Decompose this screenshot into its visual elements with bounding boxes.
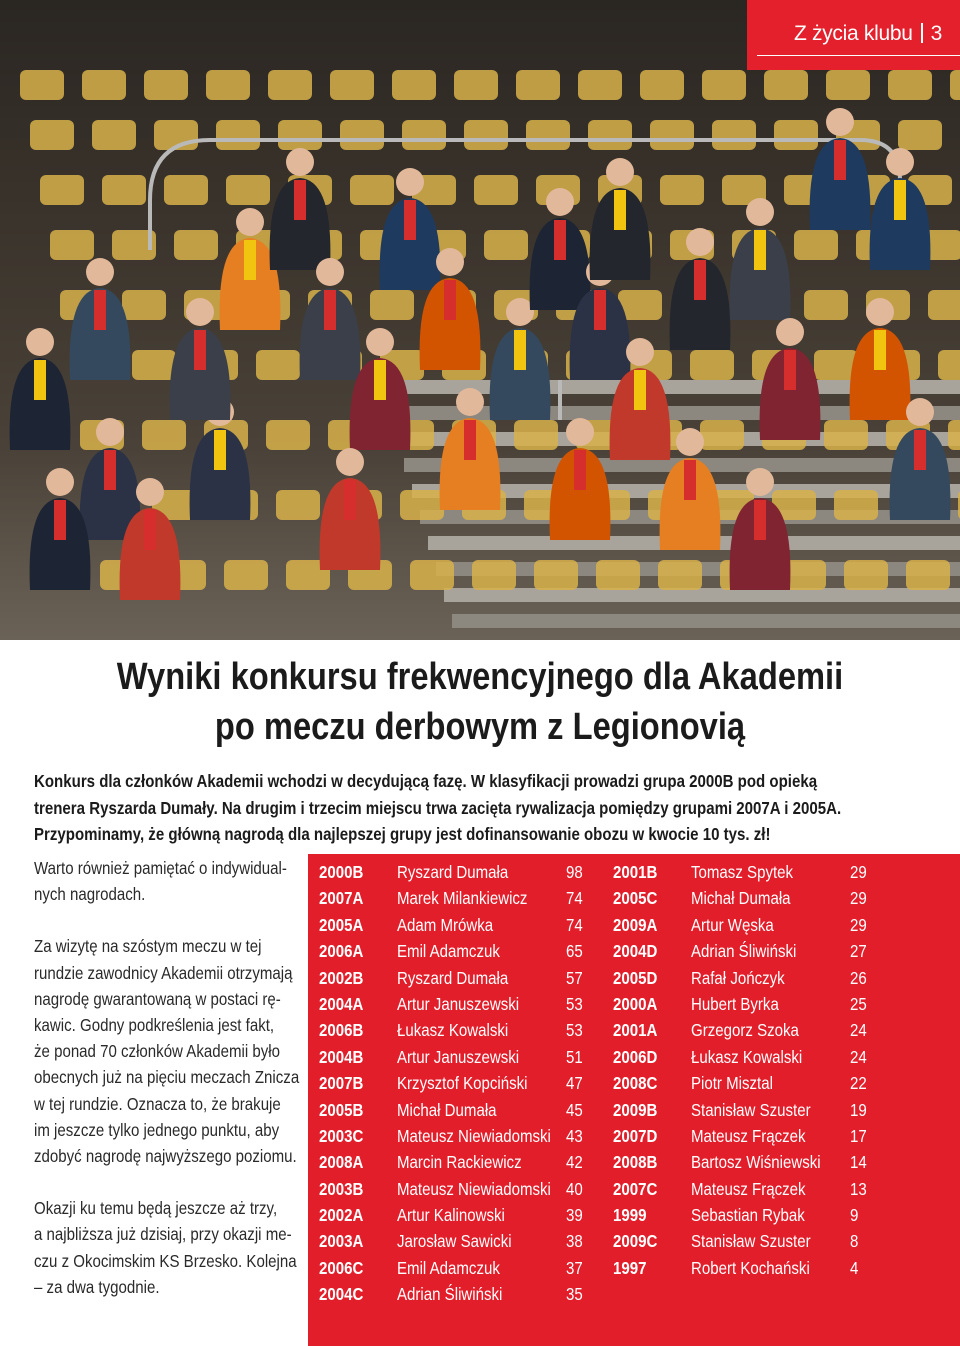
result-row (319, 1070, 599, 1096)
intro-line-3: Przypominamy, że główną nagrodą dla najlepszej grupy jest dofinansowanie obozu w kwocie 10 tys. zł! (34, 824, 771, 844)
body-line: nagrodę gwarantowaną w postaci rę- (34, 988, 281, 1009)
points-value: 53 (566, 993, 583, 1014)
title-line-2: po meczu derbowym z Legionovią (214, 706, 746, 748)
group-code: 2008B (613, 1152, 658, 1173)
coach-name: Łukasz Kowalski (691, 1046, 803, 1067)
group-code: 1999 (613, 1205, 647, 1226)
coach-name: Bartosz Wiśniewski (691, 1152, 821, 1173)
coach-name: Grzegorz Szoka (691, 1020, 799, 1041)
result-row (613, 1228, 953, 1254)
group-code: 2006B (319, 1020, 364, 1041)
group-code: 2007C (613, 1178, 658, 1199)
coach-name: Artur Węska (691, 914, 774, 935)
result-row (319, 1281, 599, 1307)
group-code: 2001A (613, 1020, 658, 1041)
group-code: 2003B (319, 1178, 364, 1199)
group-code: 2004D (613, 941, 658, 962)
group-code: 2003A (319, 1231, 364, 1252)
group-code: 2008C (613, 1073, 658, 1094)
points-value: 29 (850, 888, 867, 909)
group-code: 2004A (319, 993, 364, 1014)
points-value: 57 (566, 967, 583, 988)
coach-name: Marcin Rackiewicz (397, 1152, 522, 1173)
body-text (34, 855, 300, 1300)
group-code: 2007A (319, 888, 364, 909)
coach-name: Ryszard Dumała (397, 967, 509, 988)
points-value: 37 (566, 1257, 583, 1278)
coach-name: Adrian Śliwiński (397, 1284, 503, 1305)
coach-name: Piotr Misztal (691, 1073, 773, 1094)
points-value: 39 (566, 1205, 583, 1226)
coach-name: Sebastian Rybak (691, 1205, 805, 1226)
group-code: 2004C (319, 1284, 364, 1305)
body-line: zdobyć nagrodę najwyższego poziomu. (34, 1146, 297, 1167)
points-value: 53 (566, 1020, 583, 1041)
result-row (319, 1255, 599, 1281)
section-name: Z życia klubu (793, 22, 913, 45)
group-code: 2005D (613, 967, 658, 988)
points-value: 47 (566, 1073, 583, 1094)
crowd-illustration (0, 0, 960, 640)
result-row (613, 1149, 953, 1175)
header-rule (757, 55, 960, 56)
results-table (308, 854, 960, 1346)
intro-line-2: trenera Ryszarda Dumały. Na drugim i trzecim miejscu trwa zacięta rywalizacja pomiędzy grupami 2007A i 2005A. (34, 797, 842, 818)
body-line: nych nagrodach. (34, 884, 146, 905)
result-row (319, 1202, 599, 1228)
points-value: 8 (850, 1231, 859, 1252)
coach-name: Michał Dumała (397, 1099, 497, 1120)
group-code: 2005A (319, 914, 364, 935)
result-row (613, 1097, 953, 1123)
body-line: że ponad 70 członków Akademii było (34, 1041, 280, 1062)
result-row (319, 991, 599, 1017)
result-row (613, 1176, 953, 1202)
page-number: 3 (930, 22, 942, 45)
coach-name: Artur Kalinowski (397, 1205, 505, 1226)
result-row (319, 1149, 599, 1175)
result-row (319, 912, 599, 938)
body-line: im jeszcze tylko jednego punktu, aby (34, 1119, 280, 1140)
group-code: 2009A (613, 914, 658, 935)
coach-name: Artur Januszewski (397, 993, 520, 1014)
body-line: Warto również pamiętać o indywidual- (34, 858, 287, 878)
result-row (613, 912, 953, 938)
result-row (319, 1228, 599, 1254)
group-code: 1997 (613, 1257, 647, 1278)
coach-name: Stanisław Szuster (691, 1099, 811, 1120)
group-code: 2006D (613, 1046, 658, 1067)
result-row (613, 1202, 953, 1228)
body-line: Za wizytę na szóstym meczu w tej (34, 936, 262, 957)
points-value: 29 (850, 862, 867, 882)
coach-name: Ryszard Dumała (397, 862, 509, 882)
group-code: 2006C (319, 1257, 364, 1278)
coach-name: Marek Milankiewicz (397, 888, 528, 909)
header-label (794, 22, 942, 46)
body-line: a najbliższa już dzisiaj, przy okazji me- (34, 1224, 292, 1245)
coach-name: Robert Kochański (691, 1257, 810, 1278)
coach-name: Mateusz Niewiadomski (397, 1178, 551, 1199)
points-value: 45 (566, 1099, 583, 1120)
coach-name: Emil Adamczuk (397, 1257, 500, 1278)
group-code: 2009B (613, 1099, 658, 1120)
result-row (613, 859, 953, 885)
result-row (319, 965, 599, 991)
result-row (319, 1123, 599, 1149)
points-value: 13 (850, 1178, 867, 1199)
points-value: 74 (566, 914, 583, 935)
points-value: 24 (850, 1020, 867, 1041)
coach-name: Mateusz Frączek (691, 1178, 806, 1199)
result-row (319, 938, 599, 964)
points-value: 29 (850, 914, 867, 935)
result-row (613, 885, 953, 911)
group-code: 2003C (319, 1125, 364, 1146)
result-row (319, 859, 599, 885)
group-code: 2001B (613, 862, 658, 882)
result-row (613, 1044, 953, 1070)
section-header (747, 0, 960, 70)
points-value: 17 (850, 1125, 867, 1146)
group-code: 2005C (613, 888, 658, 909)
points-value: 43 (566, 1125, 583, 1146)
body-line: rundzie zawodnicy Akademii otrzymają (34, 962, 293, 983)
coach-name: Adrian Śliwiński (691, 941, 797, 962)
coach-name: Hubert Byrka (691, 993, 779, 1014)
group-code: 2000B (319, 862, 364, 882)
header-separator (921, 23, 923, 43)
group-code: 2007B (319, 1073, 364, 1094)
group-code: 2000A (613, 993, 658, 1014)
coach-name: Stanisław Szuster (691, 1231, 811, 1252)
results-column-right (613, 859, 953, 1281)
points-value: 4 (850, 1257, 859, 1278)
points-value: 42 (566, 1152, 583, 1173)
points-value: 38 (566, 1231, 583, 1252)
group-code: 2002B (319, 967, 364, 988)
points-value: 26 (850, 967, 867, 988)
coach-name: Mateusz Niewiadomski (397, 1125, 551, 1146)
coach-name: Mateusz Frączek (691, 1125, 806, 1146)
result-row (319, 1176, 599, 1202)
intro-paragraph (34, 768, 928, 848)
coach-name: Michał Dumała (691, 888, 791, 909)
article-title (93, 652, 867, 752)
body-line: w tej rundzie. Oznacza to, że brakuje (34, 1093, 281, 1114)
coach-name: Łukasz Kowalski (397, 1020, 509, 1041)
points-value: 65 (566, 941, 583, 962)
points-value: 24 (850, 1046, 867, 1067)
coach-name: Jarosław Sawicki (397, 1231, 512, 1252)
result-row (319, 885, 599, 911)
points-value: 74 (566, 888, 583, 909)
coach-name: Adam Mrówka (397, 914, 494, 935)
body-line: Okazji ku temu będą jeszcze aż trzy, (34, 1198, 278, 1219)
points-value: 27 (850, 941, 867, 962)
coach-name: Artur Januszewski (397, 1046, 520, 1067)
result-row (613, 1123, 953, 1149)
body-line: czu z Okocimskim KS Brzesko. Kolejna (34, 1250, 297, 1271)
group-code: 2007D (613, 1125, 658, 1146)
group-code: 2008A (319, 1152, 364, 1173)
coach-name: Rafał Jończyk (691, 967, 785, 988)
points-value: 14 (850, 1152, 867, 1173)
crowd-photo (0, 0, 960, 640)
result-row (613, 991, 953, 1017)
group-code: 2009C (613, 1231, 658, 1252)
group-code: 2005B (319, 1099, 364, 1120)
group-code: 2004B (319, 1046, 364, 1067)
points-value: 19 (850, 1099, 867, 1120)
result-row (613, 1017, 953, 1043)
body-line: kawic. Godny podkreślenia jest fakt, (34, 1015, 275, 1036)
result-row (613, 938, 953, 964)
group-code: 2006A (319, 941, 364, 962)
points-value: 9 (850, 1205, 859, 1226)
group-code: 2002A (319, 1205, 364, 1226)
result-row (319, 1017, 599, 1043)
coach-name: Tomasz Spytek (691, 862, 794, 882)
result-row (319, 1097, 599, 1123)
points-value: 22 (850, 1073, 867, 1094)
points-value: 98 (566, 862, 583, 882)
body-line: – za dwa tygodnie. (34, 1276, 160, 1297)
body-line: obecnych już na pięciu meczach Znicza (34, 1067, 300, 1088)
intro-line-1: Konkurs dla członków Akademii wchodzi w decydującą fazę. W klasyfikacji prowadzi grupa 2000B pod opieką (34, 771, 818, 791)
result-row (613, 1070, 953, 1096)
points-value: 35 (566, 1284, 583, 1305)
result-row (613, 965, 953, 991)
results-column-left (319, 859, 599, 1308)
points-value: 40 (566, 1178, 583, 1199)
result-row (613, 1255, 953, 1281)
points-value: 25 (850, 993, 867, 1014)
points-value: 51 (566, 1046, 583, 1067)
title-line-1: Wyniki konkursu frekwencyjnego dla Akademii (116, 656, 844, 698)
result-row (319, 1044, 599, 1070)
coach-name: Emil Adamczuk (397, 941, 500, 962)
coach-name: Krzysztof Kopciński (397, 1073, 528, 1094)
